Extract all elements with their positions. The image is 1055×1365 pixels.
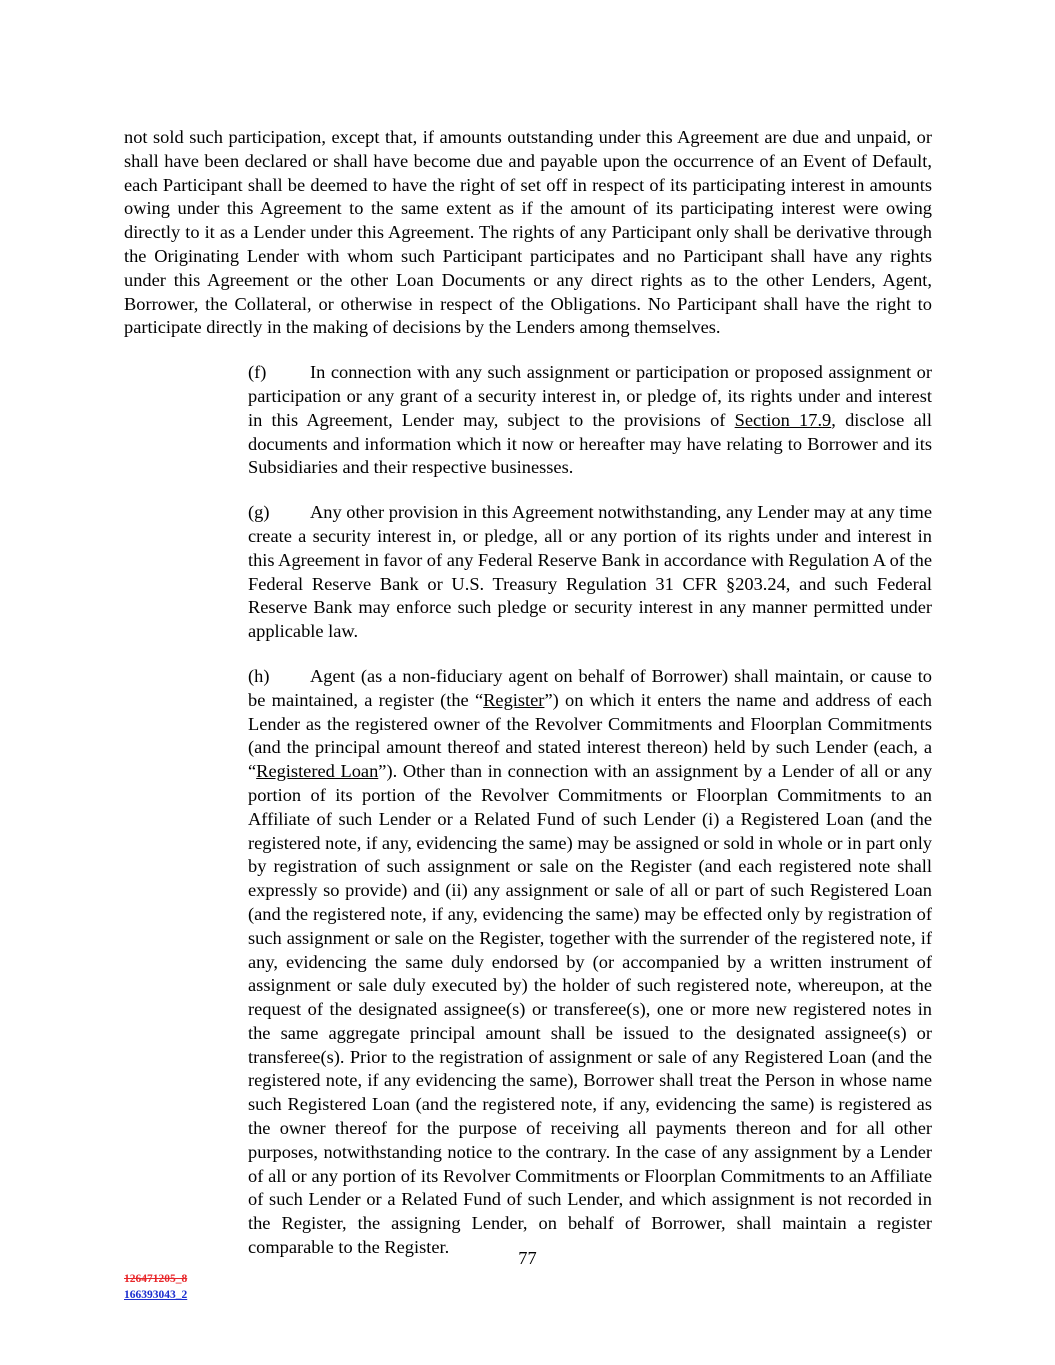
paragraph-f-marker: (f) [248, 362, 267, 383]
paragraph-g-text: Any other provision in this Agreement notwithstanding, any Lender may at any time create a security interest in, or pledge, all or any portion of its rights under and interest in this Agreement in favor of any Federal Reserve Bank in accordance with Regulation A of the Federal Reserve Bank or U.S. Treasury Regulation 31 CFR §203.24, and such Federal Reserve Bank may enforce such pledge or security interest in any manner permitted under applicable law. [248, 502, 932, 642]
paragraph-h-marker: (h) [248, 665, 270, 686]
paragraph-f [124, 361, 932, 480]
paragraph-h [124, 665, 932, 1260]
paragraph-f-text-before: In connection with any such assignment or participation or proposed assignment or participation or any grant of a security interest in, or pledge of, its rights under and interest in this Agreement, Lender may, subject to the provisions of [248, 362, 932, 430]
page-body [124, 126, 932, 1260]
section-reference-link: Section 17.9 [734, 409, 832, 430]
defined-term-registered-loan: Registered Loan [256, 761, 379, 782]
defined-term-register: Register [483, 689, 545, 710]
paragraph-g-marker: (g) [248, 502, 270, 523]
doc-id-deleted: 126471205_8 [124, 1273, 188, 1285]
paragraph-f-text-after: , disclose all documents and information which it now or hereafter may have relating to Borrower and its Subsidiaries and their respective businesses. [248, 409, 932, 478]
paragraph-h-text-2: ”) on which it enters the name and address of each Lender as the registered owner of the Revolver Commitments and Floorplan Commitments (and the principal amount thereof and stated interest thereon) held by such Lender (each, a “ [248, 689, 933, 782]
paragraph-continuation: not sold such participation, except that, if amounts outstanding under this Agreement are due and unpaid, or shall have been declared or shall have become due and payable upon the occurrence of an Event of Default, each Participant shall be deemed to have the right of set off in respect of its participating interest in amounts owing under this Agreement to the same extent as if the amount of its participating interest were owing directly to it as a Lender under this Agreement. The rights of any Participant only shall be derivative through the Originating Lender with whom such Participant participates and no Participant shall have any rights under this Agreement or the other Loan Documents or any direct rights as to the other Lenders, Agent, Borrower, the Collateral, or otherwise in respect of the Obligations. No Participant shall have the right to participate directly in the making of decisions by the Lenders among themselves. [124, 127, 932, 338]
page-number: 77 [518, 1248, 537, 1268]
doc-id-inserted: 166393043_2 [124, 1289, 188, 1301]
paragraph-h-text-3: ”). Other than in connection with an assignment by a Lender of all or any portion of its portion of the Revolver Commitments or Floorplan Commitments to an Affiliate of such Lender or a Related Fund of such Lender (i) a Registered Loan (and the registered note, if any, evidencing the same) may be assigned or sold in whole or in part only by registration of such assignment or sale on the Register (and each registered note shall expressly so provide) and (ii) any assignment or sale of all or part of such Registered Loan (and the registered note, if any, evidencing the same) may be effected only by registration of such assignment or sale on the Register, together with the surrender of the registered note, if any, evidencing the same duly endorsed by (or accompanied by a written instrument of assignment or sale duly executed by) the holder of such registered note, whereupon, at the request of the designated assignee(s) or transferee(s), one or more new registered notes in the same aggregate principal amount shall be issued to the designated assignee(s) or transferee(s). Prior to the registration of assignment or sale of any Registered Loan (and the registered note, if any evidencing the same), Borrower shall treat the Person in whose name such Registered Loan (and the registered note, if any, evidencing the same) is registered as the owner thereof for the purpose of receiving all payments thereon and for all other purposes, notwithstanding notice to the contrary. In the case of any assignment by a Lender of all or any portion of its Revolver Commitments or Floorplan Commitments to an Affiliate of such Lender or a Related Fund of such Lender, and which assignment is not recorded in the Register, the assigning Lender, on behalf of Borrower, shall maintain a register comparable to the Register. [248, 761, 933, 1258]
paragraph-h-text-1: Agent (as a non-fiduciary agent on behalf of Borrower) shall maintain, or cause to be maintained, a register (the “ [248, 665, 932, 710]
paragraph-g [124, 501, 932, 644]
